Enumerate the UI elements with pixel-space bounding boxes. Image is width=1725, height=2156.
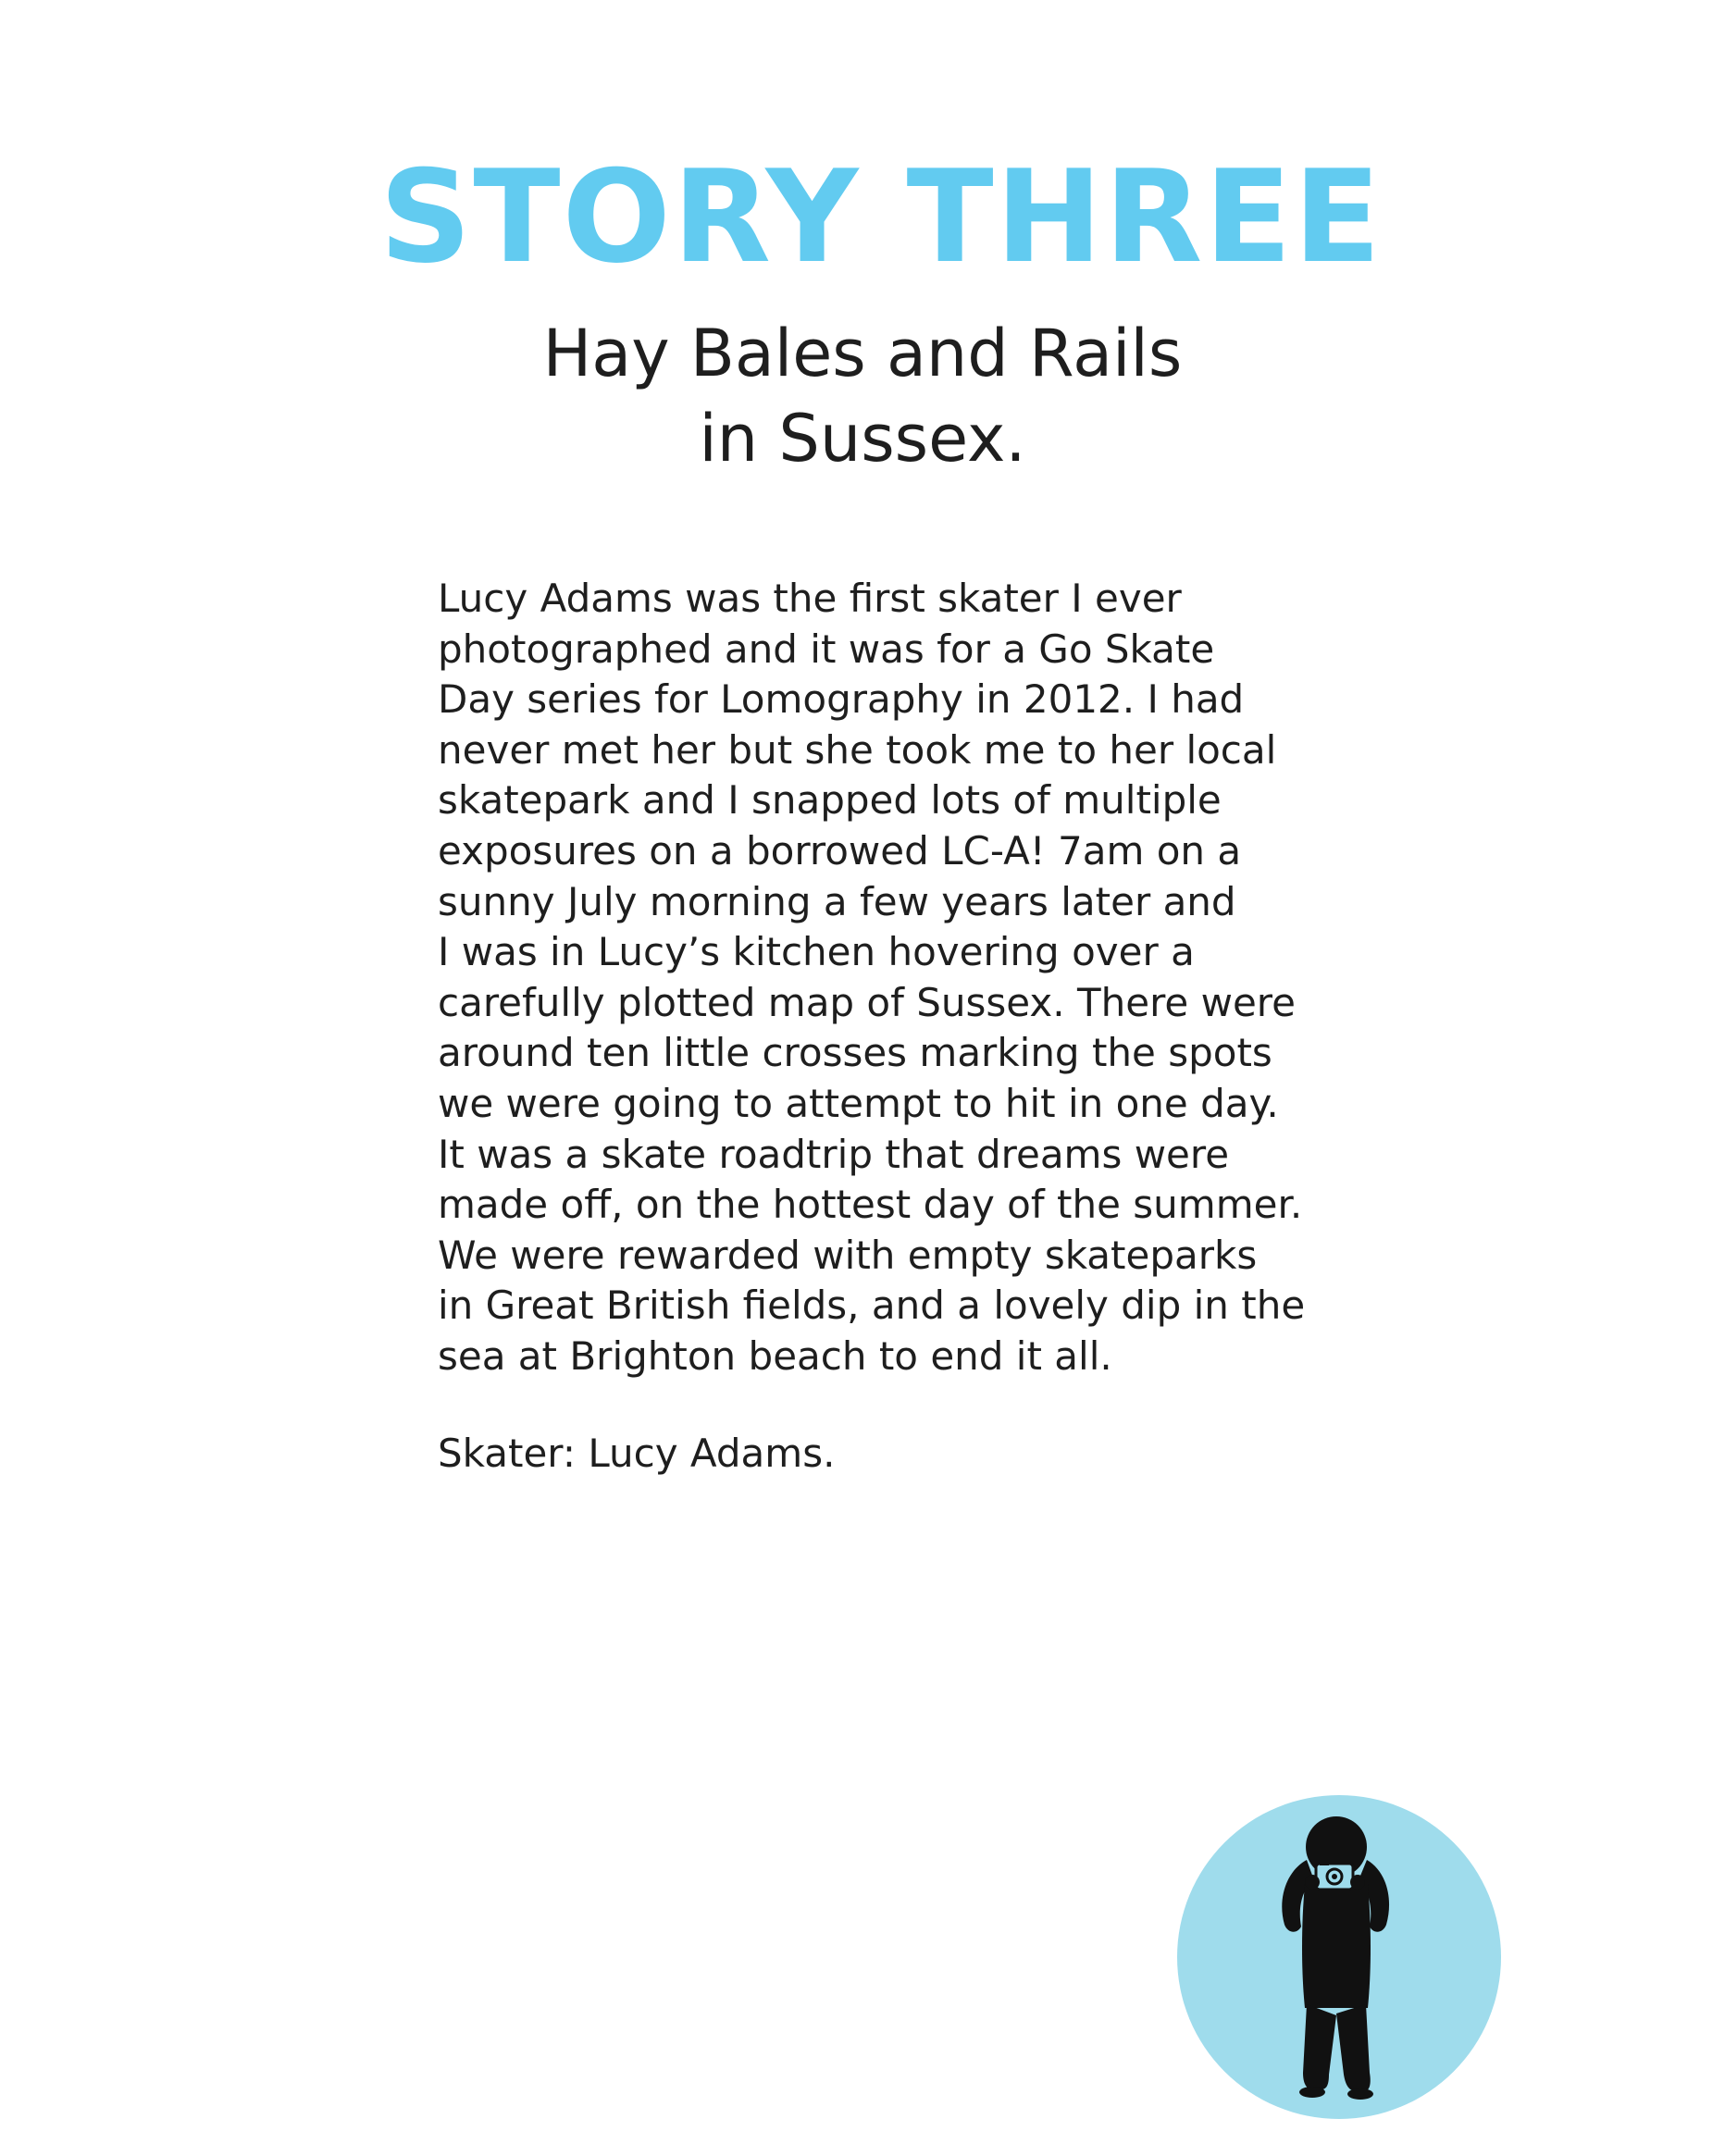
body-line: photographed and it was for a Go Skate — [438, 626, 1215, 672]
body-line: never met her but she took me to her local — [438, 726, 1277, 773]
body-line: I was in Lucy’s kitchen hovering over a — [438, 929, 1195, 975]
story-title-line-1: Hay Bales and Rails — [542, 316, 1183, 391]
body-line: around ten little crosses marking the spots — [438, 1030, 1272, 1076]
story-heading: STORY THREE — [379, 142, 1383, 291]
body-line: exposures on a borrowed LC-A! 7am on a — [438, 827, 1242, 874]
body-line: sunny July morning a few years later and — [438, 878, 1236, 924]
story-title — [0, 311, 1725, 481]
body-line: It was a skate roadtrip that dreams were — [438, 1131, 1230, 1177]
body-line: sea at Brighton beach to end it all. — [438, 1332, 1112, 1379]
body-line: made off, on the hottest day of the summer. — [438, 1182, 1303, 1228]
photographer-badge — [1177, 1795, 1501, 2119]
body-line: We were rewarded with empty skateparks — [438, 1232, 1258, 1278]
body-line: in Great British fields, and a lovely dip in the — [438, 1282, 1306, 1329]
story-title-line-2: in Sussex. — [699, 401, 1026, 477]
body-line: skatepark and I snapped lots of multiple — [438, 777, 1222, 824]
photographer-figure-icon — [1177, 1795, 1501, 2119]
body-line: carefully plotted map of Sussex. There were — [438, 979, 1296, 1025]
story-body — [438, 574, 1326, 1382]
body-line: Day series for Lomography in 2012. I had — [438, 676, 1245, 723]
body-line: we were going to attempt to hit in one day. — [438, 1080, 1279, 1126]
skater-credit: Skater: Lucy Adams. — [438, 1431, 836, 1476]
body-line: Lucy Adams was the first skater I ever — [438, 576, 1182, 621]
